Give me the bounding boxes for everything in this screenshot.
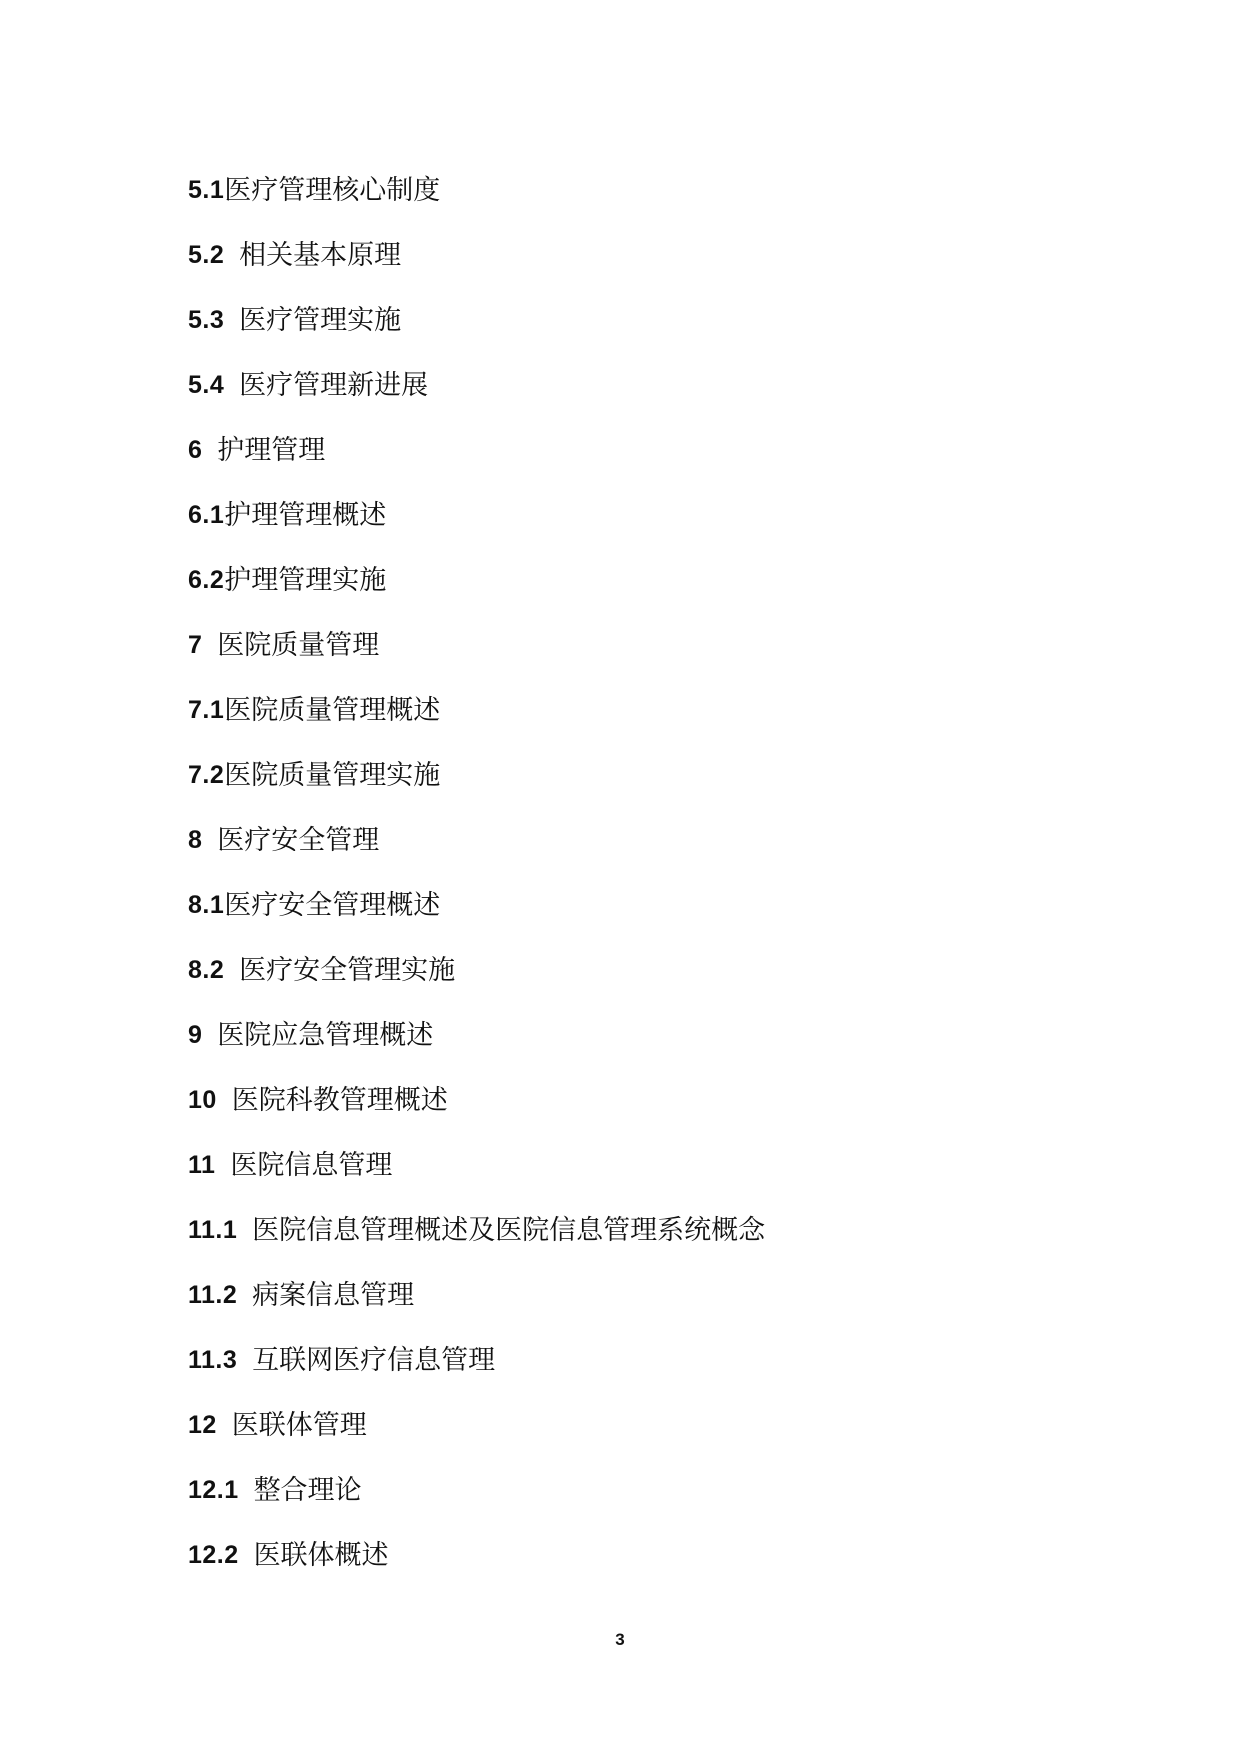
- toc-entry: [188, 678, 1088, 743]
- toc-entry: [188, 158, 1088, 223]
- toc-entry: [188, 483, 1088, 548]
- toc-entry-number: 5.1: [188, 176, 225, 204]
- toc-entry: [188, 613, 1088, 678]
- toc-entry-title: 护理管理: [217, 435, 326, 466]
- toc-entry: [188, 223, 1088, 288]
- toc-entry: [188, 1198, 1088, 1263]
- toc-entry-number: 5.2: [188, 241, 240, 269]
- toc-entry: [188, 548, 1088, 613]
- toc-entry: [188, 1003, 1088, 1068]
- toc-entry-number: 11.2: [188, 1281, 253, 1309]
- toc-entry-number: 7.2: [188, 761, 225, 789]
- toc-entry-title: 相关基本原理: [239, 240, 402, 271]
- toc-entry: [188, 938, 1088, 1003]
- toc-entry-title: 医联体管理: [231, 1410, 367, 1441]
- toc-entry-title: 医联体概述: [253, 1540, 389, 1571]
- toc-entry-number: 11: [188, 1151, 231, 1179]
- toc-entry-number: 6.2: [188, 566, 225, 594]
- toc-entry-title: 医院信息管理: [230, 1150, 393, 1181]
- toc-entry: [188, 1523, 1088, 1588]
- toc-entry-number: 11.3: [188, 1346, 253, 1374]
- toc-entry-title: 医疗管理新进展: [239, 370, 429, 401]
- toc-entry-number: 6: [188, 436, 218, 464]
- toc-entry-title: 整合理论: [253, 1475, 362, 1506]
- toc-entry: [188, 1393, 1088, 1458]
- toc-entry: [188, 1263, 1088, 1328]
- toc-entry-title: 病案信息管理: [252, 1280, 415, 1311]
- toc-entry-number: 10: [188, 1086, 232, 1114]
- toc-entry-number: 8.1: [188, 891, 225, 919]
- toc-entry-number: 5.3: [188, 306, 240, 334]
- toc-entry: [188, 1068, 1088, 1133]
- toc-entry-title: 护理管理概述: [224, 500, 387, 531]
- toc-entry-title: 医院科教管理概述: [231, 1085, 448, 1116]
- toc-entry-title: 医院应急管理概述: [217, 1020, 434, 1051]
- page-number: 3: [615, 1630, 625, 1649]
- toc-entry-title: 医院信息管理概述及医院信息管理系统概念: [252, 1215, 766, 1246]
- toc-entry-number: 7.1: [188, 696, 225, 724]
- toc-entry-number: 8.2: [188, 956, 240, 984]
- toc-entry-number: 11.1: [188, 1216, 253, 1244]
- toc-entry-title: 医疗安全管理实施: [239, 955, 456, 986]
- toc-entry-number: 12: [188, 1411, 232, 1439]
- toc-entry-number: 9: [188, 1021, 218, 1049]
- toc-entry: [188, 1328, 1088, 1393]
- toc-entry-title: 医疗管理核心制度: [224, 175, 441, 206]
- toc-entry-title: 医院质量管理概述: [224, 695, 441, 726]
- toc-entry-title: 医院质量管理: [217, 630, 380, 661]
- toc-entry: [188, 808, 1088, 873]
- toc-entry-title: 互联网医疗信息管理: [252, 1345, 496, 1376]
- toc-entry-number: 7: [188, 631, 218, 659]
- toc-entry: [188, 1458, 1088, 1523]
- toc-entry-number: 12.2: [188, 1541, 254, 1569]
- toc-entry-title: 医院质量管理实施: [224, 760, 441, 791]
- toc-entry-title: 医疗安全管理: [217, 825, 380, 856]
- toc-entry-number: 6.1: [188, 501, 225, 529]
- toc-entry-number: 12.1: [188, 1476, 254, 1504]
- toc-entry: [188, 418, 1088, 483]
- toc-entry: [188, 873, 1088, 938]
- toc-entry: [188, 353, 1088, 418]
- table-of-contents: [188, 158, 1088, 1588]
- toc-entry-title: 医疗管理实施: [239, 305, 402, 336]
- toc-entry-number: 8: [188, 826, 218, 854]
- toc-entry-number: 5.4: [188, 371, 240, 399]
- toc-entry-title: 医疗安全管理概述: [224, 890, 441, 921]
- toc-entry-title: 护理管理实施: [224, 565, 387, 596]
- toc-entry: [188, 743, 1088, 808]
- toc-entry: [188, 1133, 1088, 1198]
- toc-entry: [188, 288, 1088, 353]
